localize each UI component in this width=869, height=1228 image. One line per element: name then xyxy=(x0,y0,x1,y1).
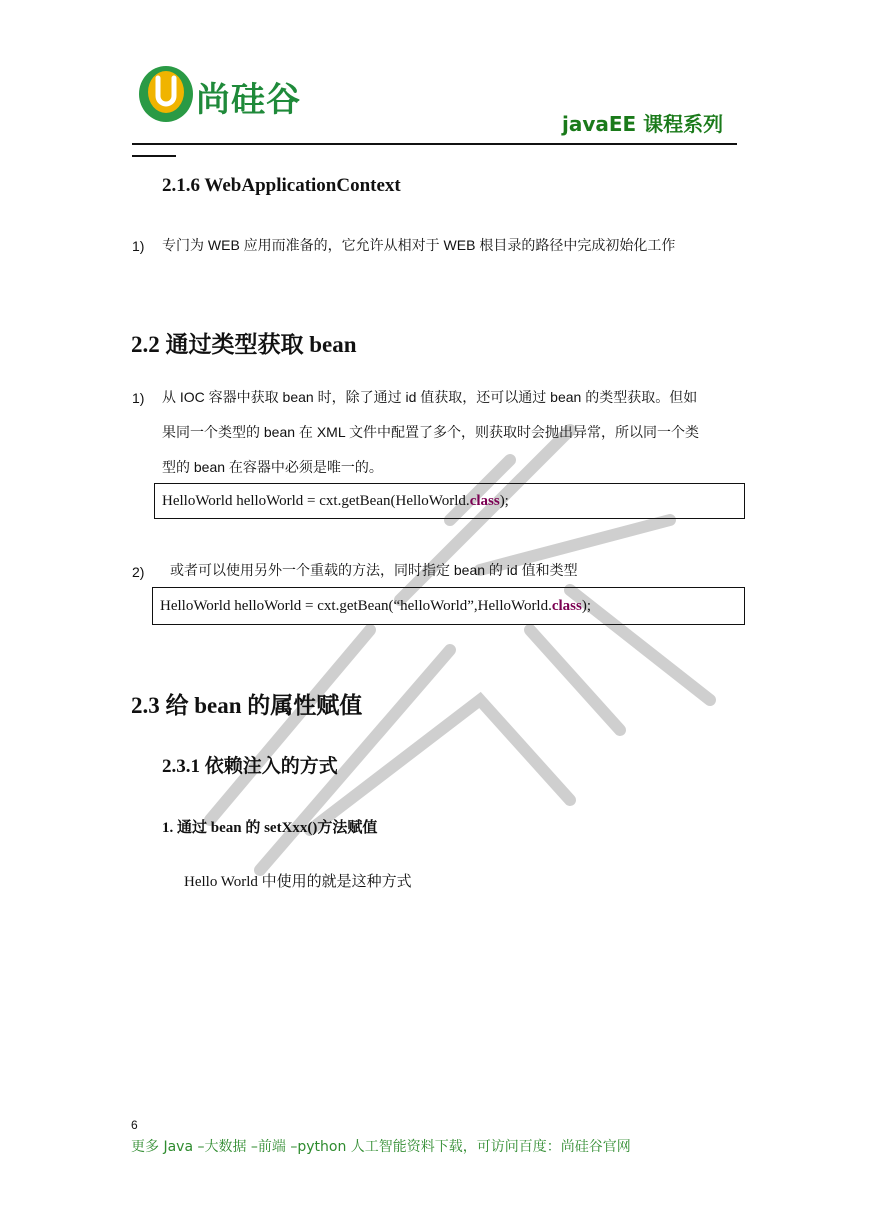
section-heading-2-3: 2.3 给 bean 的属性赋值 xyxy=(131,693,363,718)
code-text: ); xyxy=(499,492,509,509)
paragraph: Hello World 中使用的就是这种方式 xyxy=(184,874,412,890)
paragraph-line: 型的 bean 在容器中必须是唯一的。 xyxy=(162,459,383,475)
code-text: ); xyxy=(581,597,592,614)
list-item-number: 2) xyxy=(132,564,145,580)
header-rule xyxy=(132,143,737,145)
footer-promo-text: 更多 Java –大数据 –前端 –python 人工智能资料下载，可访问百度：尚硅谷官网 xyxy=(131,1139,631,1155)
list-item-number: 1) xyxy=(132,238,145,254)
list-item-text: 专门为 WEB 应用而准备的，它允许从相对于 WEB 根目录的路径中完成初始化工作 xyxy=(162,237,676,253)
section-heading-2-1-6: 2.1.6 WebApplicationContext xyxy=(162,175,401,196)
paragraph-line: 果同一个类型的 bean 在 XML 文件中配置了多个，则获取时会抛出异常，所以同一个类 xyxy=(162,424,699,440)
list-item-number: 1) xyxy=(132,390,145,406)
point-heading: 1. 通过 bean 的 setXxx()方法赋值 xyxy=(162,820,378,836)
code-block xyxy=(152,587,745,625)
header-rule-short xyxy=(132,155,176,157)
course-series-title: javaEE 课程系列 xyxy=(562,112,724,136)
code-block xyxy=(154,483,745,519)
code-text: HelloWorld helloWorld = cxt.getBean(HelloWorld. xyxy=(162,492,470,509)
subsection-heading-2-3-1: 2.3.1 依赖注入的方式 xyxy=(162,756,338,777)
brand-logo-text: 尚硅谷 xyxy=(196,80,301,120)
code-keyword: class xyxy=(469,492,500,509)
code-text: HelloWorld helloWorld = cxt.getBean(“helloWorld”,HelloWorld. xyxy=(160,597,552,614)
paragraph-line: 从 IOC 容器中获取 bean 时，除了通过 id 值获取，还可以通过 bean 的类型获取。但如 xyxy=(162,389,698,405)
page-number: 6 xyxy=(131,1118,138,1132)
code-keyword: class xyxy=(551,597,582,614)
section-heading-2-2: 2.2 通过类型获取 bean xyxy=(131,332,357,357)
list-item-text: 或者可以使用另外一个重载的方法，同时指定 bean 的 id 值和类型 xyxy=(170,562,578,578)
